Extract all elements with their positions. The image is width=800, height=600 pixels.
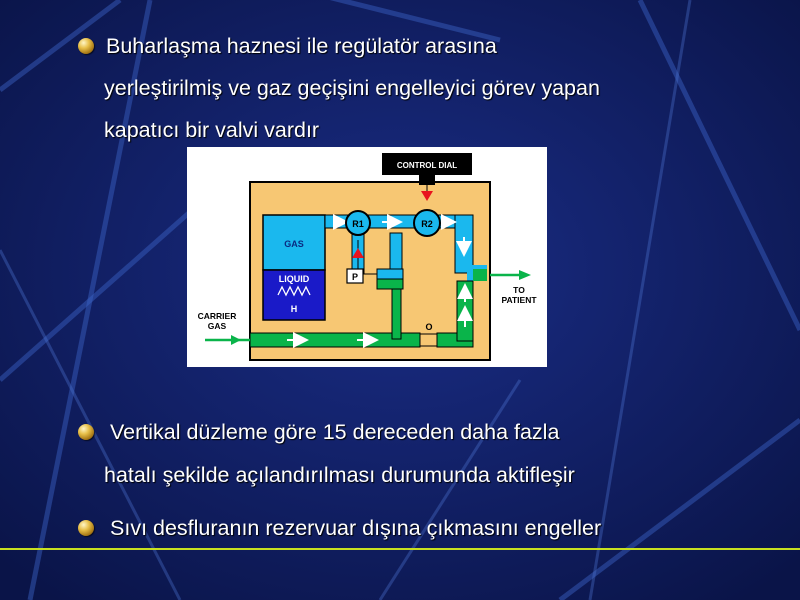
r2-stem bbox=[390, 233, 402, 273]
carrier-gas-label: CARRIER bbox=[197, 311, 237, 321]
vaporizer-diagram bbox=[187, 147, 547, 367]
carrier-channel-mid bbox=[377, 279, 403, 289]
heater-label: H bbox=[290, 304, 298, 314]
r1-label: R1 bbox=[352, 219, 364, 229]
p-label: P bbox=[351, 272, 359, 282]
carrier-channel-vert bbox=[392, 289, 401, 339]
to-patient-label-2: PATIENT bbox=[501, 295, 537, 305]
r2-label: R2 bbox=[421, 219, 433, 229]
bullet-icon bbox=[78, 424, 94, 440]
bullet-icon bbox=[78, 38, 94, 54]
bullet-2-line-1: Vertikal düzleme göre 15 dereceden daha fazla bbox=[110, 420, 560, 444]
bullet-3-line-1: Sıvı desfluranın rezervuar dışına çıkmasını engeller bbox=[110, 516, 602, 540]
liquid-label: LIQUID bbox=[278, 274, 310, 284]
carrier-channel-outlet bbox=[473, 269, 487, 281]
bullet-icon bbox=[78, 520, 94, 536]
shutoff-valve bbox=[377, 269, 403, 279]
bullet-1-line-2: yerleştirilmiş ve gaz geçişini engelleyici görev yapan bbox=[104, 76, 600, 100]
control-dial-label: CONTROL DIAL bbox=[396, 161, 458, 170]
bullet-2-line-2: hatalı şekilde açılandırılması durumunda aktifleşir bbox=[104, 463, 575, 487]
to-patient-label: TO bbox=[513, 285, 525, 295]
orifice-restrictor bbox=[420, 334, 437, 346]
o-label: O bbox=[425, 322, 433, 332]
carrier-gas-label-2: GAS bbox=[207, 321, 227, 331]
bullet-1-line-3: kapatıcı bir valvi vardır bbox=[104, 118, 320, 142]
bullet-1-line-1: Buharlaşma haznesi ile regülatör arasına bbox=[106, 34, 497, 58]
gas-label: GAS bbox=[284, 239, 304, 249]
